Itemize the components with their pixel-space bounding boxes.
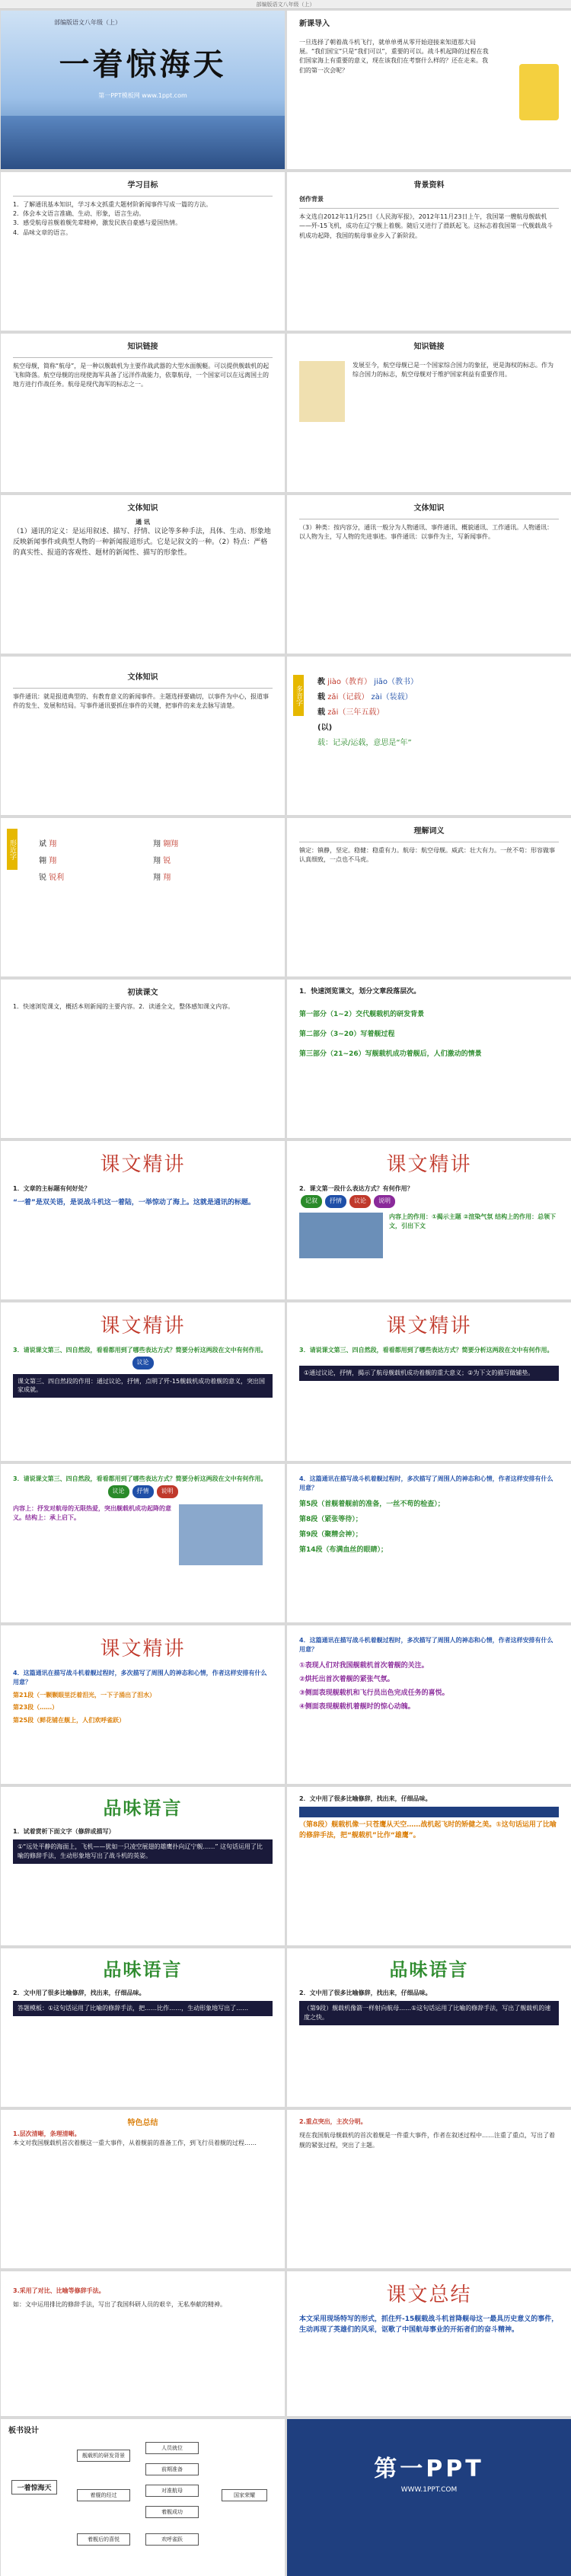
- goal-item: 3．感受航母首舰着舰先辈精神，激发民族自豪感与爱国热情。: [13, 219, 182, 227]
- list-item: ④侧面表现舰载机着舰时的惊心动魄。: [299, 1702, 415, 1711]
- list-item: ③侧面表现舰载机和飞行员出色完成任务的喜悦。: [299, 1689, 449, 1697]
- word: 翔: [49, 857, 57, 865]
- slide-title: 板书设计: [8, 2427, 39, 2435]
- slide-summary-2: [287, 2110, 571, 2268]
- slide-body: 1．快速浏览课文，概括本则新闻的主要内容。2．读通全文，整体感知课文内容。: [13, 1002, 234, 1010]
- tag-chip: 记叙: [301, 1195, 322, 1207]
- char: 翱: [39, 857, 46, 865]
- slide-title: 新课导入: [299, 20, 330, 28]
- answer: （第8段）舰载机像一只苍鹰从天空……战机起飞时的矫健之美。①这句话运用了比喻的修辞手法，把“舰载机”比作“雄鹰”。: [299, 1821, 557, 1840]
- slide-title: 课文精讲: [386, 1315, 472, 1338]
- slide-title: 背景资料: [413, 181, 445, 190]
- question: 4．这篇通讯在描写战斗机着舰过程时，多次描写了周围人的神态和心情，作者这样安排有什么用意？: [13, 1670, 267, 1686]
- answer: 内容上：抒发对航母的无限热爱，突出舰载机成功起降的意义。结构上：承上启下。: [13, 1504, 171, 1522]
- list-item: ①表现人们对我国舰载机首次着舰的关注。: [299, 1661, 429, 1670]
- center-node: 一着惊海天: [11, 2480, 57, 2495]
- slide-body: 一旦选择了朝着战斗机飞行，就单单勇从零开始迎接来知道那大局展。“我们国宝”只是“我们可以”，重要的可以。战斗机起降的过程在我们国家海上有重要的意义，现在该我们在考察什么样的？还在走来。我们的第一次会呢？: [299, 38, 489, 74]
- slide-body: 镇定：镇静，坚定。稳健：稳重有力。航母：航空母舰。威武：壮大有力。一丝不苟：形容做事认真细致，一点也不马虎。: [299, 846, 555, 863]
- answer: ①通过议论，抒情，揭示了航母舰载机成功着舰的重大意义；②为下文的描写做铺垫。: [299, 1366, 559, 1381]
- jet-image: [179, 1504, 263, 1565]
- goal-item: 1．了解通讯基本知识，学习本文抓重大题材阶新闻事件写成一篇的方法。: [13, 200, 212, 208]
- slide-language-2: [287, 1787, 571, 1945]
- label-bar: [299, 1807, 559, 1817]
- word: 翔: [49, 840, 57, 849]
- slide-lecture-6: [287, 1464, 571, 1622]
- goal-item: 4．品味文章的语言。: [13, 229, 72, 236]
- word: 翱翔: [163, 840, 179, 849]
- slide-body: 航空母舰，简称“航母”，是一种以舰载机为主要作战武器的大型水面舰艇。可以提供舰载机的起飞和降落。航空母舰的出现使海军具备了远洋作战能力，依靠航母，一个国家可以在远离国土的地方进行作战任务。航母是现代海军的标志之一。: [13, 362, 270, 388]
- slide-body: 本文选自2012年11月25日《人民海军报》，2012年11月23日上午，我国第一艘航母舰载机——歼-15飞机，成功在辽宁舰上着舰。随后又进行了滑跃起飞。这标志着我国第一代舰载战斗机成功起降，我国的航母事业步入了新阶段。: [299, 213, 553, 239]
- answer: （第9段）舰载机像箭一样射向航母……①这句话运用了比喻的修辞手法，写出了舰载机的速度之快。: [299, 2001, 559, 2025]
- cover-series: 部编版语文八年级（上）: [54, 19, 121, 26]
- slide-language-3: [1, 1948, 285, 2107]
- char: 载: [317, 693, 325, 702]
- slide-genre-2: [287, 495, 571, 654]
- slide-title: 3.采用了对比、比喻等修辞手法。: [13, 2287, 105, 2294]
- tag-chip: 议论: [108, 1485, 129, 1497]
- slide-lecture-3: [1, 1302, 285, 1461]
- tag-chip: 说明: [374, 1195, 395, 1207]
- list-item: 1.层次清晰，条理清晰。: [13, 2130, 81, 2137]
- slide-subtitle: 通 讯: [136, 518, 150, 526]
- slide-lecture-7: [1, 1625, 285, 1784]
- branch-node: 着舰后的喜悦: [77, 2533, 130, 2546]
- right-node: 国家荣耀: [222, 2489, 267, 2501]
- slide-title: 特色总结: [127, 2119, 158, 2127]
- tag-chip: 说明: [157, 1485, 178, 1497]
- slide-title: 2.重点突出，主次分明。: [299, 2118, 367, 2125]
- slide-body: 如：文中运用排比的修辞手法，写出了我国科研人员的艰辛，无私奉献的精神。: [13, 2301, 226, 2309]
- question: 3．请说课文第三、四自然段，看看都用到了哪些表达方式？简要分析这两段在文中有何作用。: [13, 1347, 267, 1354]
- leaf-node: 对准航母: [145, 2485, 199, 2497]
- slide-polyphones: [287, 657, 571, 815]
- pencil-cup-image: [519, 64, 559, 120]
- list-item: 第25段（鲜花铺在舰上，人们欢呼雀跃）: [13, 1716, 126, 1724]
- list-item: 第14段（布满血丝的眼睛）；: [299, 1545, 388, 1554]
- answer: “一着”是双关语，是说战斗机这一着陆，一举惊动了海上。这就是通讯的标题。: [13, 1199, 255, 1207]
- slide-structure: [287, 980, 571, 1138]
- slide-body: （1）通讯的定义：是运用叙述、描写、抒情、议论等多种手法，具体、生动、形象地反映新闻事件或典型人物的一种新闻报道形式。它是记叙文的一种。（2）特点：严格的真实性、报道的客观性、题材的新闻性、描写的形象性。: [13, 527, 271, 557]
- list-item: 第8段（紧张等待）；: [299, 1515, 362, 1523]
- slide-title: 品味语言: [389, 1958, 469, 1980]
- word: 翔: [163, 874, 171, 882]
- slide-title: 文体知识: [127, 673, 158, 682]
- slide-body: 本文采用现场特写的形式，抓住歼-15舰载战斗机首降舰母这一最具历史意义的事件，生动再现了英雄们的风采，讴歌了中国航母事业的开拓者们的奋斗精神。: [299, 2316, 559, 2334]
- slide-body: 现在我国航母舰载机的首次着舰是一件重大事件，作者在叙述过程中……注重了重点，写出了着舰的紧张过程，突出了主题。: [299, 2132, 555, 2149]
- slide-board-design: [1, 2419, 285, 2576]
- part-item: 第二部分（3~20）写着舰过程: [299, 1030, 395, 1038]
- char: (以): [317, 724, 333, 732]
- page-header: 部编版语文八年级（上）: [0, 0, 571, 9]
- leaf-node: 人员就位: [145, 2442, 199, 2454]
- reading: zǎi（三年五载）: [327, 708, 384, 717]
- leaf-node: 欢呼雀跃: [145, 2533, 199, 2546]
- slide-body: 事件通讯：就是报道典型的、有教育意义的新闻事件。主题选择要确切，以事件为中心，报道事件的发生、发展和结局。写事件通讯要抓住事件的关键，把事件的来龙去脉写清楚。: [13, 692, 269, 709]
- tag-chip: 抒情: [132, 1485, 154, 1497]
- question: 1．试着赏析下面文字（修辞或描写）: [13, 1828, 115, 1835]
- sea-image: [1, 116, 285, 169]
- question: 1．文章的主标题有何好处？: [13, 1185, 91, 1192]
- question: 4．这篇通讯在描写战斗机着舰过程时，多次描写了周围人的神态和心情，作者这样安排有什么用意？: [299, 1637, 553, 1654]
- question: 3．请说课文第三、四自然段，看看都用到了哪些表达方式？简要分析这两段在文中有何作用。: [13, 1475, 267, 1482]
- slide-lecture-2: [287, 1141, 571, 1299]
- reading: jiāo（教书）: [374, 678, 418, 686]
- list-item: 第5段（首舰着舰前的准备，一丝不苟的检查）；: [299, 1500, 445, 1508]
- slide-background: [287, 172, 571, 331]
- slide-similar-chars: [1, 818, 285, 976]
- list-item: ②烘托出首次着舰的紧张气氛。: [299, 1675, 394, 1683]
- answer: 答题模板：①这句话运用了比喻的修辞手法，把……比作……，生动形象地写出了……: [13, 2001, 273, 2016]
- slide-conclusion: [287, 2271, 571, 2416]
- slide-lecture-5: [1, 1464, 285, 1622]
- globe-image: [299, 361, 345, 422]
- slide-reading: [1, 980, 285, 1138]
- tag-chip: 抒情: [325, 1195, 346, 1207]
- char: 锐: [39, 874, 46, 882]
- reading: jiào（教育）: [327, 678, 372, 686]
- char: 翔: [153, 840, 161, 849]
- slide-title: 初读课文: [127, 989, 158, 997]
- slide-body: 本文对我国舰载机首次着舰这一重大事件，从着舰前的准备工作，到飞行员着舰的过程……: [13, 2139, 257, 2146]
- char: 翔: [153, 857, 161, 865]
- slide-summary-3: [1, 2271, 285, 2416]
- slide-title: 1．快速浏览课文，划分文章段落层次。: [299, 988, 421, 996]
- question: 4．这篇通讯在描写战斗机着舰过程时，多次描写了周围人的神态和心情，作者这样安排有什么用意？: [299, 1475, 553, 1492]
- slide-title: 课文精讲: [100, 1638, 186, 1660]
- slide-goals: [1, 172, 285, 331]
- slide-lecture-8: [287, 1625, 571, 1784]
- brand-url: WWW.1PPT.COM: [400, 2486, 458, 2494]
- list-item: 第23段（……）: [13, 1704, 59, 1711]
- slide-knowledge-2: [287, 334, 571, 492]
- slide-language-1: [1, 1787, 285, 1945]
- slide-title: 理解词义: [413, 827, 445, 836]
- question: 2．文中用了很多比喻修辞，找出来，仔细品味。: [299, 1795, 432, 1802]
- slide-language-4: [287, 1948, 571, 2107]
- question: 2．课文第一段什么表达方式？有何作用？: [299, 1185, 413, 1192]
- list-item: 第21段（一颗颗眼里泛着泪光，一下子涌出了泪水）: [13, 1691, 156, 1699]
- slide-intro: [287, 11, 571, 169]
- char: 翔: [153, 874, 161, 882]
- slide-title: 知识链接: [127, 343, 158, 351]
- reading: zǎi（记载）: [327, 693, 369, 702]
- branch-node: 舰载机的研发背景: [77, 2450, 130, 2462]
- slide-vocab: [287, 818, 571, 976]
- slide-title: 课文精讲: [386, 1153, 472, 1176]
- answer: 课文第三、四自然段的作用：通过议论，抒情，点明了歼-15舰载机成功着舰的意义，突出国家成就。: [13, 1374, 273, 1398]
- slide-cover: [1, 11, 285, 169]
- char: 教: [317, 678, 325, 686]
- word: 锐: [163, 857, 171, 865]
- slide-title: 品味语言: [103, 1958, 183, 1980]
- slide-body: 发展至今，航空母舰已是一个国家综合国力的象征，更是海权的标志。作为综合国力的标志，航空母舰对于维护国家利益有重要作用。: [352, 361, 553, 378]
- goal-item: 2．体会本文语言准确、生动、形象，语言生动。: [13, 209, 145, 217]
- similar-chars-tag: 形近字: [7, 829, 18, 870]
- leaf-node: 着舰成功: [145, 2506, 199, 2518]
- leaf-node: 前期准备: [145, 2463, 199, 2475]
- slide-title: 课文精讲: [100, 1153, 186, 1176]
- slide-knowledge-1: [1, 334, 285, 492]
- question: 3．请说课文第三、四自然段，看看都用到了哪些表达方式？简要分析这两段在文中有何作用。: [299, 1347, 553, 1354]
- tag-chip: 议论: [349, 1195, 371, 1207]
- branch-node: 着舰的经过: [77, 2489, 130, 2501]
- cover-title: 一着惊海天: [59, 46, 227, 82]
- slide-title: 课文精讲: [100, 1315, 186, 1338]
- question: 2．文中用了很多比喻修辞，找出来，仔细品味。: [13, 1990, 145, 1996]
- cover-subtitle: 第一PPT模板网 www.1ppt.com: [98, 92, 187, 99]
- answer: ①“远处平静的海面上，飞机——犹如一只凌空展翅的雄鹰扑向辽宁舰……” 这句话运用了比喻的修辞手法，生动形象地写出了战斗机的英姿。: [13, 1839, 273, 1863]
- slide-title: 文体知识: [413, 504, 445, 513]
- slide-subtitle: 创作背景: [299, 195, 324, 203]
- tag-chip: 议论: [132, 1357, 154, 1369]
- slide-lecture-1: [1, 1141, 285, 1299]
- polyphone-tag: 多音字: [293, 675, 304, 716]
- slide-title: 学习目标: [127, 181, 158, 190]
- slide-title: 知识链接: [413, 343, 445, 351]
- list-item: 第9段（聚精会神）；: [299, 1530, 362, 1539]
- question: 2．文中用了很多比喻修辞，找出来，仔细品味。: [299, 1990, 432, 1996]
- reading: zài（装载）: [371, 693, 413, 702]
- brand-logo: 第一PPT: [374, 2456, 484, 2482]
- slide-title: 文体知识: [127, 504, 158, 513]
- part-item: 第三部分（21~26）写舰载机成功着舰后，人们激动的情景: [299, 1050, 482, 1058]
- slide-title: 品味语言: [103, 1797, 183, 1819]
- slide-genre-1: [1, 495, 285, 654]
- answer: 内容上的作用：①揭示主题 ②渲染气氛 结构上的作用：总领下文，引出下文: [389, 1213, 557, 1230]
- slide-title: 课文总结: [386, 2284, 472, 2306]
- carrier-image: [299, 1213, 383, 1258]
- slide-brand: [287, 2419, 571, 2576]
- word: 锐利: [49, 874, 65, 882]
- char: 斌: [39, 840, 46, 849]
- note: 载：记录/运载，意思是“年”: [317, 739, 412, 747]
- char: 载: [317, 708, 325, 717]
- slide-body: （3）种类：按内容分，通讯一般分为人物通讯、事件通讯、概貌通讯、工作通讯。人物通讯：以人物为主，写人物的先进事迹。事件通讯：以事件为主，写新闻事件。: [299, 523, 553, 540]
- slide-lecture-4: [287, 1302, 571, 1461]
- slide-genre-3: [1, 657, 285, 815]
- part-item: 第一部分（1~2）交代舰载机的研发背景: [299, 1010, 425, 1018]
- slide-summary-features: [1, 2110, 285, 2268]
